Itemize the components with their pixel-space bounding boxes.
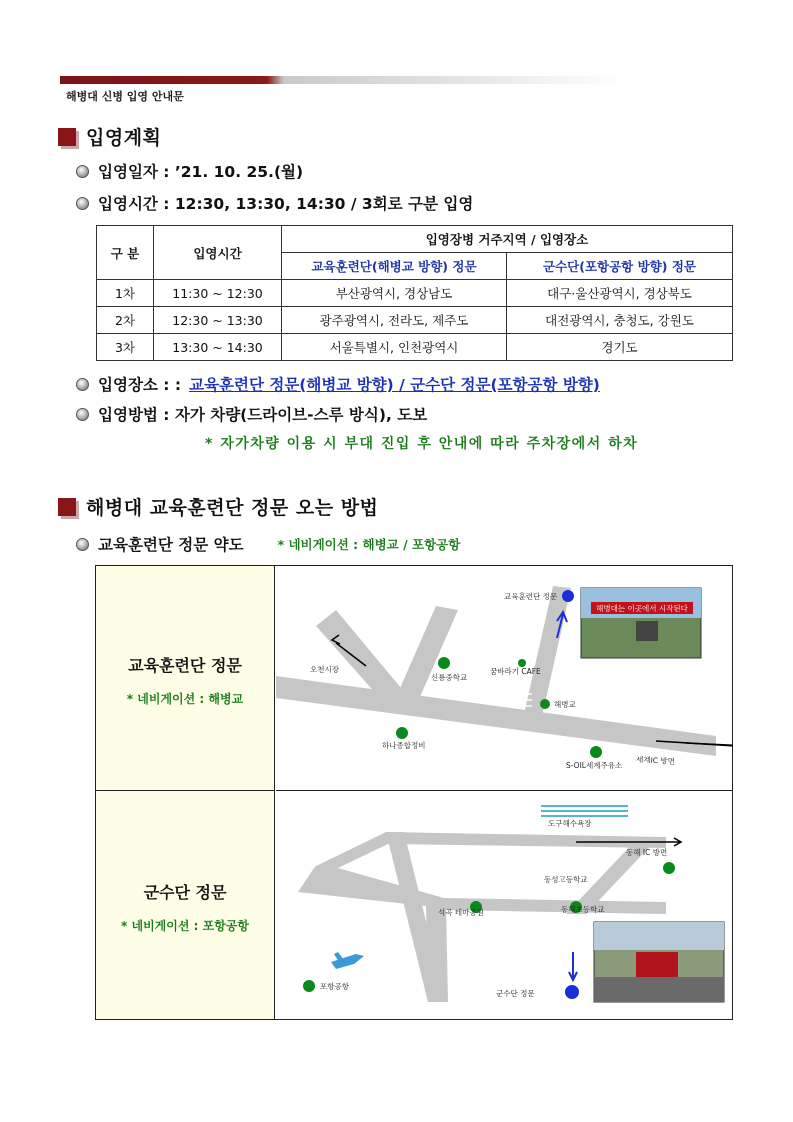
col-a: 교육훈련단(해병교 방향) 정문 (282, 253, 507, 280)
bullet-map (76, 533, 460, 555)
bullet-icon (76, 378, 89, 391)
place-label: 하나종합정비 (382, 741, 426, 750)
header-bar (60, 76, 620, 84)
col-time: 입영시간 (154, 226, 282, 280)
doc-header: 해병대 신병 입영 안내문 (66, 90, 184, 103)
gate-marker-icon (565, 985, 579, 999)
section-title-plan (58, 123, 161, 150)
map-divider (276, 790, 733, 791)
place-label: S-OIL세계주유소 (566, 761, 623, 770)
bullet-date (76, 160, 303, 182)
map2-label-cell (96, 790, 275, 1019)
gate-marker-icon (562, 590, 574, 602)
cell: 12:30 ~ 13:30 (154, 307, 282, 334)
bullet-icon (76, 408, 89, 421)
map1-svg (276, 566, 733, 790)
cell: 서울특별시, 인천광역시 (282, 334, 507, 361)
section-square-icon (58, 498, 76, 516)
bullet-icon (76, 165, 89, 178)
bullet-time (76, 192, 473, 214)
schedule-table (96, 225, 733, 361)
cell: 대전광역시, 충청도, 강원도 (507, 307, 733, 334)
cell: 11:30 ~ 12:30 (154, 280, 282, 307)
gate-label: 교육훈련단 정문 (504, 592, 558, 601)
table-row (97, 280, 733, 307)
place-label: 포항공항 (320, 982, 349, 991)
cell: 13:30 ~ 14:30 (154, 334, 282, 361)
cell: 3차 (97, 334, 154, 361)
map-nav-note: * 네비게이션 : 해병교 / 포항공항 (277, 537, 461, 552)
map1-label-cell (96, 566, 275, 790)
place-label: 석곡 테마공원 (438, 908, 484, 917)
col-b: 군수단(포항공항 방향) 정문 (507, 253, 733, 280)
cell: 경기도 (507, 334, 733, 361)
bullet-icon (76, 538, 89, 551)
col-gubun: 구 분 (97, 226, 154, 280)
map-table (95, 565, 733, 1020)
section-square-icon (58, 128, 76, 146)
map2-nav: * 네비게이션 : 포항공항 (121, 919, 249, 933)
table-row (97, 307, 733, 334)
place-label: 동성고등학교 (544, 875, 588, 884)
bullet-method (76, 403, 427, 425)
col-region: 입영장병 거주지역 / 입영장소 (282, 226, 733, 253)
photo-banner: 해병대는 이곳에서 시작된다 (596, 604, 688, 613)
place-label: 동해 IC 방면 (626, 848, 668, 857)
cell: 부산광역시, 경상남도 (282, 280, 507, 307)
cell: 2차 (97, 307, 154, 334)
section-title-directions (58, 493, 378, 520)
place-label: 꿈바라기 CAFE (490, 667, 541, 676)
cell: 1차 (97, 280, 154, 307)
table-row (97, 334, 733, 361)
map2-label: 군수단 정문 (143, 883, 227, 902)
map1-nav: * 네비게이션 : 해병교 (126, 692, 244, 706)
map2-svg (276, 792, 733, 1019)
place-label: 해병교 (554, 700, 576, 709)
place-label: 동해초등학교 (561, 905, 605, 914)
place-label: 군수단 정문 (496, 989, 535, 998)
place-label: 입영장소 : : (98, 376, 182, 394)
bullet-place (76, 373, 600, 395)
place-label: 오천시장 (310, 665, 339, 674)
airplane-icon (331, 952, 364, 969)
place-label: 신룡중학교 (431, 673, 468, 682)
place-label: 도구해수욕장 (548, 819, 592, 828)
cell: 광주광역시, 전라도, 제주도 (282, 307, 507, 334)
section-title-text: 입영계획 (86, 127, 162, 149)
time-line: 입영시간 : 12:30, 13:30, 14:30 / 3회로 구분 입영 (98, 195, 474, 213)
map-sub-title: 교육훈련단 정문 약도 (98, 536, 244, 554)
date-line: 입영일자 : ’21. 10. 25.(월) (98, 163, 304, 181)
place-link[interactable]: 교육훈련단 정문(해병교 방향) / 군수단 정문(포항공항 방향) (189, 376, 600, 394)
car-note: * 자가차량 이용 시 부대 진입 후 안내에 따라 주차장에서 하차 (205, 436, 639, 452)
map1-label: 교육훈련단 정문 (128, 656, 242, 675)
bullet-icon (76, 197, 89, 210)
place-label: 세계IC 방면 (635, 755, 676, 767)
method-line: 입영방법 : 자가 차량(드라이브-스루 방식), 도보 (98, 406, 428, 424)
cell: 대구·울산광역시, 경상북도 (507, 280, 733, 307)
section-title-text: 해병대 교육훈련단 정문 오는 방법 (86, 497, 379, 519)
